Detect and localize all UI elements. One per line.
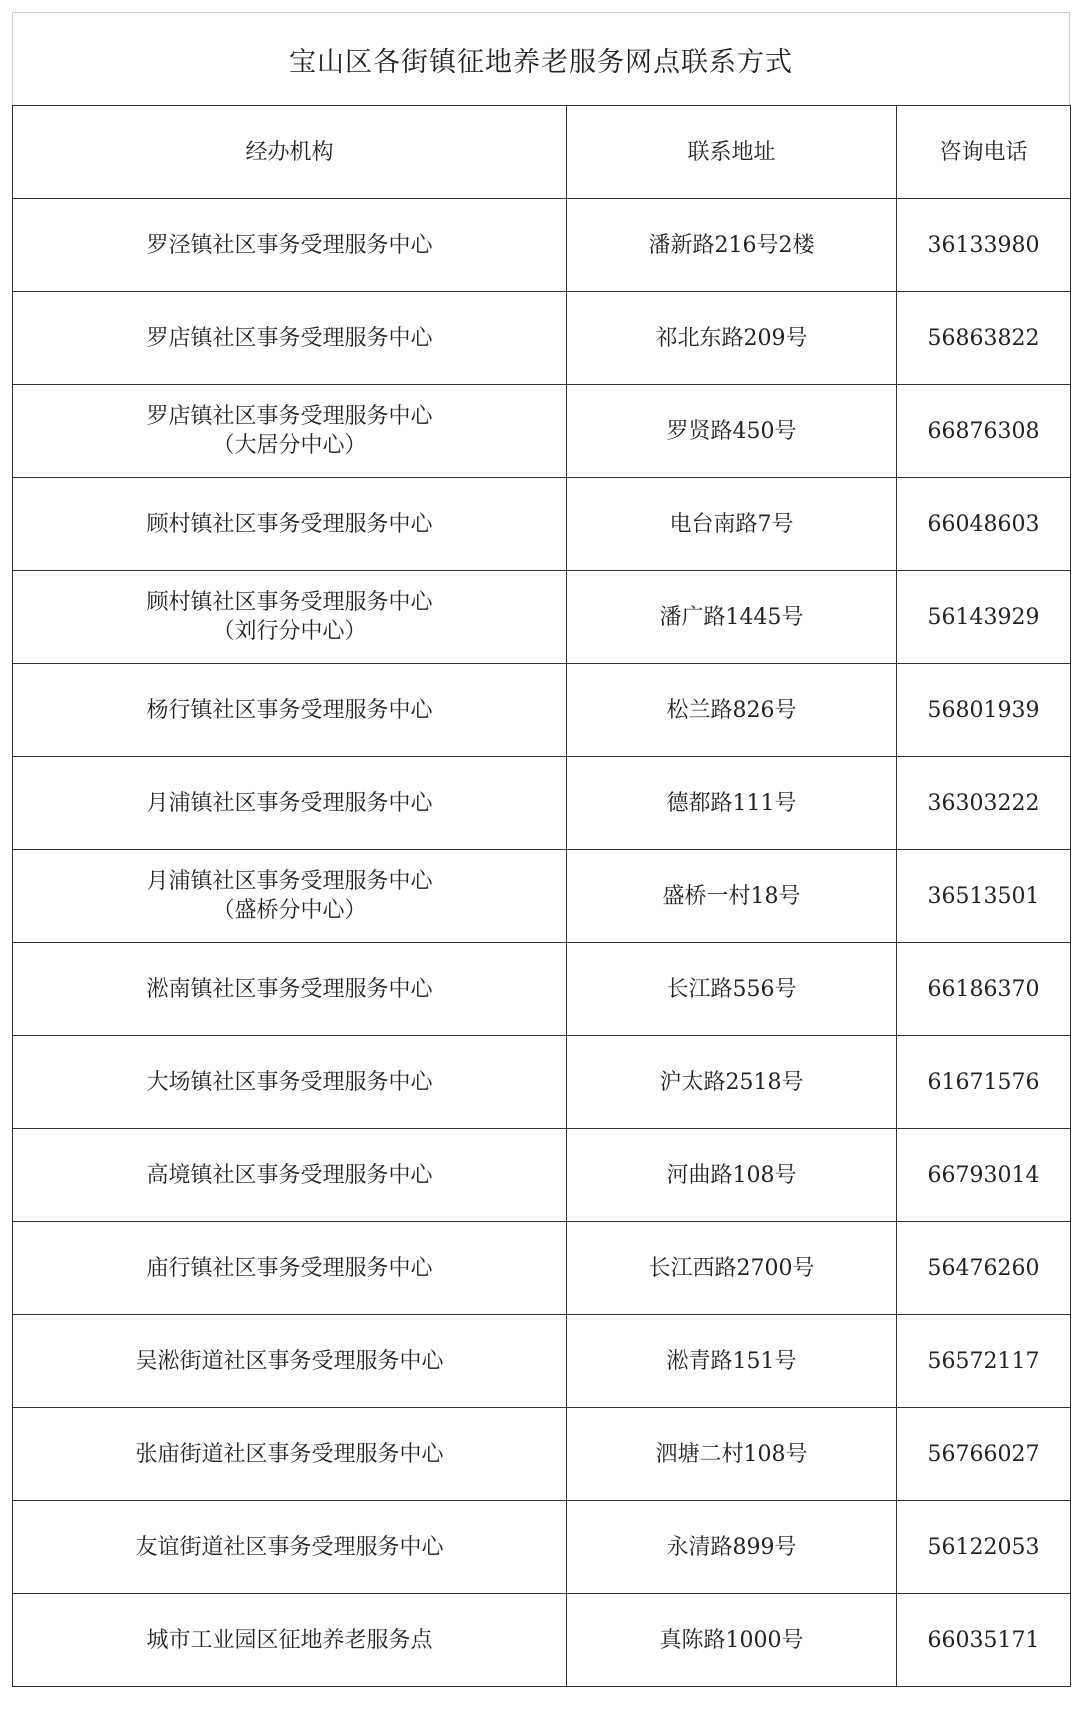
org-name: 城市工业园区征地养老服务点 <box>146 1627 433 1653</box>
phone-cell: 56801939 <box>897 664 1071 757</box>
table-row <box>13 757 1071 850</box>
org-cell <box>13 1315 567 1408</box>
phone-cell: 61671576 <box>897 1036 1071 1129</box>
org-name: 顾村镇社区事务受理服务中心 <box>146 590 433 615</box>
address-cell: 潘新路216号2楼 <box>567 199 897 292</box>
org-cell <box>13 1036 567 1129</box>
table-row <box>13 1501 1071 1594</box>
org-cell <box>13 1594 567 1687</box>
table-row <box>13 1222 1071 1315</box>
phone-cell: 56122053 <box>897 1501 1071 1594</box>
org-cell <box>13 292 567 385</box>
org-branch: （刘行分中心） <box>212 619 367 644</box>
address-cell: 长江西路2700号 <box>567 1222 897 1315</box>
address-cell: 永清路899号 <box>567 1501 897 1594</box>
org-name: 高境镇社区事务受理服务中心 <box>146 1162 433 1188</box>
org-cell <box>13 199 567 292</box>
org-branch: （盛桥分中心） <box>212 898 367 923</box>
phone-cell: 66876308 <box>897 385 1071 478</box>
org-name: 罗店镇社区事务受理服务中心 <box>146 325 433 351</box>
title-box <box>12 12 1070 105</box>
table-row <box>13 199 1071 292</box>
address-cell: 祁北东路209号 <box>567 292 897 385</box>
table-row <box>13 385 1071 478</box>
table-header-row <box>13 106 1071 199</box>
phone-cell: 56572117 <box>897 1315 1071 1408</box>
table-row <box>13 1408 1071 1501</box>
org-cell <box>13 757 567 850</box>
org-name: 庙行镇社区事务受理服务中心 <box>146 1255 433 1281</box>
address-cell: 泗塘二村108号 <box>567 1408 897 1501</box>
org-cell <box>13 664 567 757</box>
org-name: 张庙街道社区事务受理服务中心 <box>135 1441 444 1467</box>
org-cell <box>13 478 567 571</box>
org-cell <box>13 1408 567 1501</box>
table-body <box>13 199 1071 1687</box>
org-name: 友谊街道社区事务受理服务中心 <box>135 1534 444 1560</box>
page-title: 宝山区各街镇征地养老服务网点联系方式 <box>289 46 793 78</box>
table-row <box>13 571 1071 664</box>
phone-cell: 56863822 <box>897 292 1071 385</box>
address-cell: 松兰路826号 <box>567 664 897 757</box>
header-org: 经办机构 <box>13 106 567 199</box>
address-cell: 罗贤路450号 <box>567 385 897 478</box>
org-name: 顾村镇社区事务受理服务中心 <box>146 511 433 537</box>
phone-cell: 36513501 <box>897 850 1071 943</box>
phone-cell: 56143929 <box>897 571 1071 664</box>
org-cell <box>13 1129 567 1222</box>
address-cell: 德都路111号 <box>567 757 897 850</box>
phone-cell: 66048603 <box>897 478 1071 571</box>
org-cell <box>13 385 567 478</box>
org-name: 罗泾镇社区事务受理服务中心 <box>146 232 433 258</box>
address-cell: 淞青路151号 <box>567 1315 897 1408</box>
phone-cell: 56476260 <box>897 1222 1071 1315</box>
phone-cell: 36303222 <box>897 757 1071 850</box>
table-row <box>13 850 1071 943</box>
phone-cell: 36133980 <box>897 199 1071 292</box>
contact-table <box>12 105 1071 1687</box>
address-cell: 河曲路108号 <box>567 1129 897 1222</box>
org-name: 淞南镇社区事务受理服务中心 <box>146 976 433 1002</box>
org-name: 月浦镇社区事务受理服务中心 <box>146 790 433 816</box>
header-address: 联系地址 <box>567 106 897 199</box>
table-row <box>13 943 1071 1036</box>
table-row <box>13 664 1071 757</box>
phone-cell: 56766027 <box>897 1408 1071 1501</box>
org-name: 吴淞街道社区事务受理服务中心 <box>135 1348 444 1374</box>
contact-sheet <box>12 12 1070 1698</box>
header-phone: 咨询电话 <box>897 106 1071 199</box>
address-cell: 长江路556号 <box>567 943 897 1036</box>
org-name: 杨行镇社区事务受理服务中心 <box>146 697 433 723</box>
address-cell: 沪太路2518号 <box>567 1036 897 1129</box>
table-row <box>13 292 1071 385</box>
table-row <box>13 478 1071 571</box>
org-cell <box>13 571 567 664</box>
table-row <box>13 1036 1071 1129</box>
table-row <box>13 1129 1071 1222</box>
address-cell: 盛桥一村18号 <box>567 850 897 943</box>
phone-cell: 66793014 <box>897 1129 1071 1222</box>
table-row <box>13 1315 1071 1408</box>
org-name: 月浦镇社区事务受理服务中心 <box>146 869 433 894</box>
org-name: 罗店镇社区事务受理服务中心 <box>146 404 433 429</box>
phone-cell: 66035171 <box>897 1594 1071 1687</box>
address-cell: 潘广路1445号 <box>567 571 897 664</box>
org-branch: （大居分中心） <box>212 433 367 458</box>
org-cell <box>13 1501 567 1594</box>
table-row <box>13 1594 1071 1687</box>
org-cell <box>13 943 567 1036</box>
org-cell <box>13 850 567 943</box>
org-name: 大场镇社区事务受理服务中心 <box>146 1069 433 1095</box>
address-cell: 真陈路1000号 <box>567 1594 897 1687</box>
org-cell <box>13 1222 567 1315</box>
phone-cell: 66186370 <box>897 943 1071 1036</box>
address-cell: 电台南路7号 <box>567 478 897 571</box>
